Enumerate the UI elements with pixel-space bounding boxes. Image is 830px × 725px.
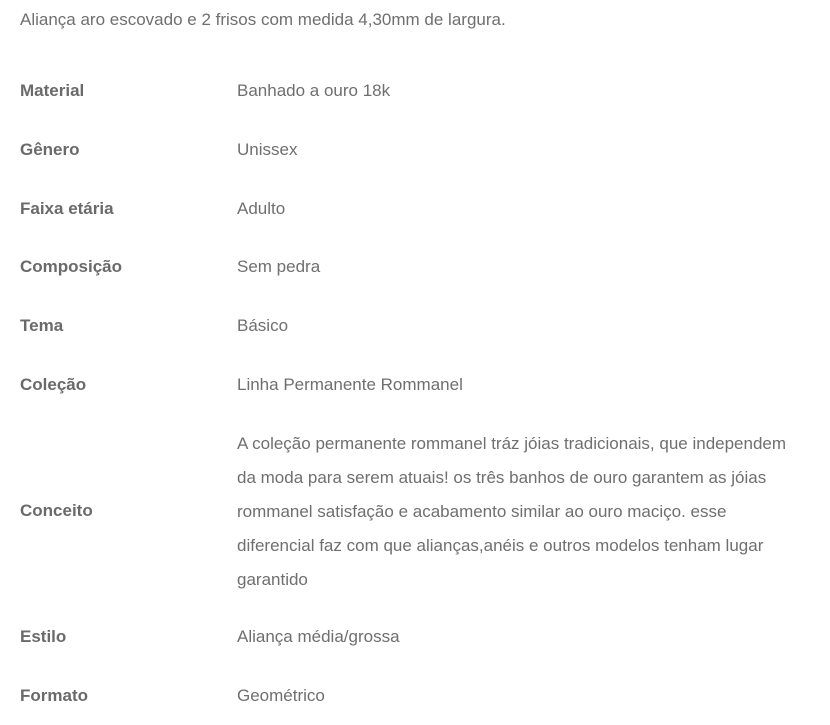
spec-key: Estilo bbox=[20, 627, 67, 646]
spec-key: Coleção bbox=[20, 375, 87, 394]
spec-key: Composição bbox=[20, 257, 123, 276]
spec-value: Básico bbox=[237, 316, 289, 335]
spec-key: Formato bbox=[20, 686, 88, 705]
spec-value: Banhado a ouro 18k bbox=[237, 81, 391, 100]
spec-key: Faixa etária bbox=[20, 199, 114, 218]
spec-value-line: da moda para serem atuais! os três banhos de ouro garantem as jóias bbox=[237, 468, 767, 487]
spec-key: Tema bbox=[20, 316, 64, 335]
spec-value bbox=[237, 427, 817, 597]
spec-value-line: A coleção permanente rommanel tráz jóias tradicionais, que independem bbox=[237, 434, 787, 453]
spec-value: Unissex bbox=[237, 140, 298, 159]
spec-value: Adulto bbox=[237, 199, 286, 218]
spec-key: Gênero bbox=[20, 140, 80, 159]
spec-value: Sem pedra bbox=[237, 257, 321, 276]
spec-key: Conceito bbox=[20, 501, 93, 520]
spec-value-line: diferencial faz com que alianças,anéis e outros modelos tenham lugar bbox=[237, 536, 764, 555]
product-description: Aliança aro escovado e 2 frisos com medida 4,30mm de largura. bbox=[20, 10, 506, 29]
spec-value-line: rommanel satisfação e acabamento similar ao ouro maciço. esse bbox=[237, 502, 727, 521]
spec-value: Aliança média/grossa bbox=[237, 627, 400, 646]
spec-key: Material bbox=[20, 81, 85, 100]
spec-value-line: garantido bbox=[237, 570, 308, 589]
spec-value: Linha Permanente Rommanel bbox=[237, 375, 463, 394]
spec-value: Geométrico bbox=[237, 686, 325, 705]
